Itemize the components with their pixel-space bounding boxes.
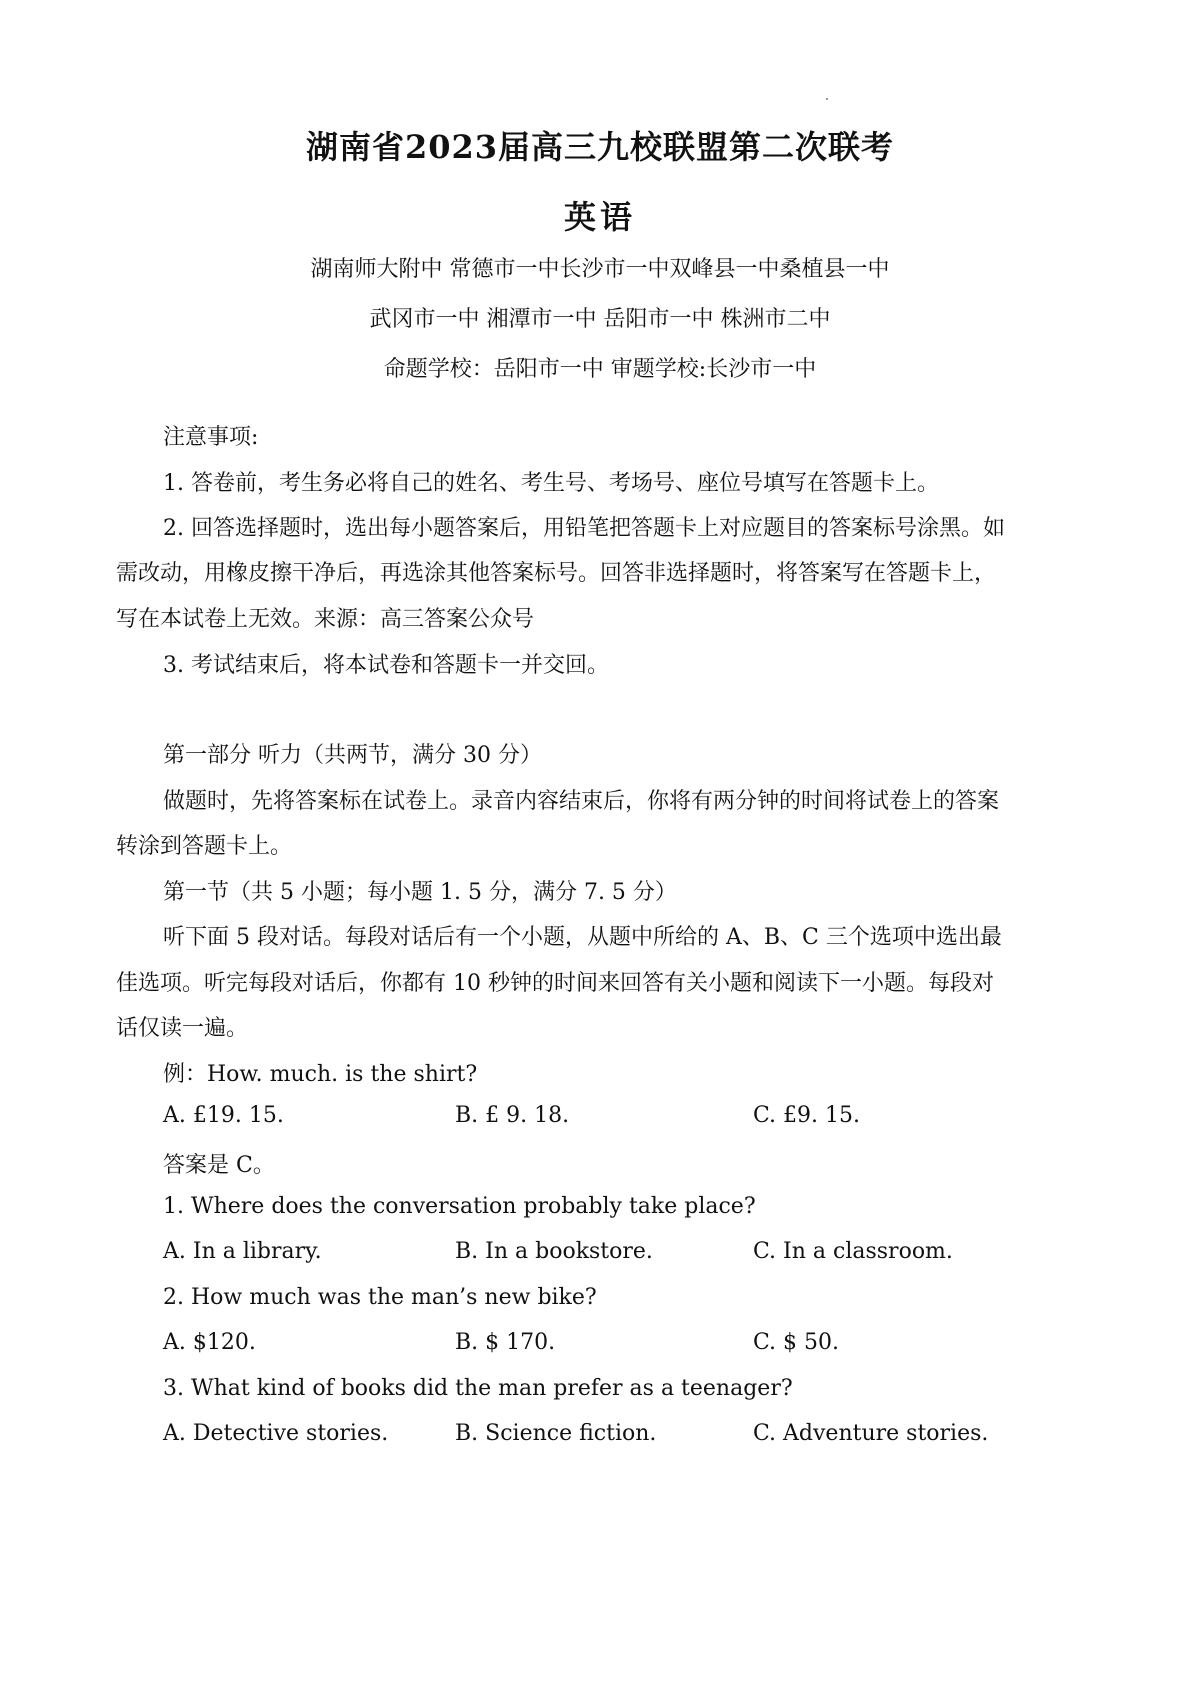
question-1-option-a: A. In a library. — [163, 1239, 322, 1264]
notes-heading: 注意事项: — [163, 425, 259, 450]
question-1-option-c: C. In a classroom. — [753, 1239, 953, 1264]
section1-line-1: 听下面 5 段对话。每段对话后有一个小题，从题中所给的 A、B、C 三个选项中选出最 — [163, 925, 1002, 950]
exam-title: 湖南省2023届高三九校联盟第二次联考 — [305, 128, 895, 166]
question-2-options — [163, 1330, 1093, 1360]
schools-line-2: 武冈市一中 湘潭市一中 岳阳市一中 株洲市二中 — [369, 307, 831, 332]
example-question: 例：How. much. is the shirt? — [163, 1062, 478, 1087]
part1-intro-line-1: 做题时，先将答案标在试卷上。录音内容结束后，你将有两分钟的时间将试卷上的答案 — [163, 789, 1000, 814]
schools-line-3: 命题学校：岳阳市一中 审题学校:长沙市一中 — [383, 357, 817, 382]
subject-title: 英语 — [563, 198, 636, 236]
question-2-option-b: B. $ 170. — [455, 1330, 556, 1355]
notes-item-2-line-1: 2. 回答选择题时，选出每小题答案后，用铅笔把答题卡上对应题目的答案标号涂黑。如 — [163, 516, 1005, 541]
scan-speck — [826, 98, 828, 100]
question-2-option-c: C. $ 50. — [753, 1330, 840, 1355]
question-3-option-c: C. Adventure stories. — [753, 1421, 989, 1446]
notes-item-2-line-3: 写在本试卷上无效。来源：高三答案公众号 — [116, 607, 535, 632]
part1-intro-line-2: 转涂到答题卡上。 — [116, 834, 293, 859]
example-option-a: A. £19. 15. — [163, 1103, 284, 1128]
section1-line-2: 佳选项。听完每段对话后，你都有 10 秒钟的时间来回答有关小题和阅读下一小题。每段对 — [116, 971, 994, 996]
question-2-option-a: A. $120. — [163, 1330, 256, 1355]
schools-line-1: 湖南师大附中 常德市一中长沙市一中双峰县一中桑植县一中 — [310, 257, 890, 282]
question-2: 2. How much was the man’s new bike? — [163, 1285, 597, 1310]
section1-line-3: 话仅读一遍。 — [116, 1016, 249, 1041]
question-1-option-b: B. In a bookstore. — [455, 1239, 653, 1264]
example-option-b: B. £ 9. 18. — [455, 1103, 570, 1128]
section1-heading: 第一节（共 5 小题；每小题 1. 5 分，满分 7. 5 分） — [163, 880, 677, 905]
notes-item-3: 3. 考试结束后，将本试卷和答题卡一并交回。 — [163, 653, 609, 678]
question-1: 1. Where does the conversation probably take place? — [163, 1194, 756, 1219]
part1-heading: 第一部分 听力（共两节，满分 30 分） — [163, 743, 542, 768]
example-option-c: C. £9. 15. — [753, 1103, 861, 1128]
question-1-options — [163, 1239, 1093, 1269]
notes-item-2-line-2: 需改动，用橡皮擦干净后，再选涂其他答案标号。回答非选择题时，将答案写在答题卡上， — [116, 561, 997, 586]
notes-item-1: 1. 答卷前，考生务必将自己的姓名、考生号、考场号、座位号填写在答题卡上。 — [163, 471, 939, 496]
example-options — [163, 1103, 1093, 1133]
question-3: 3. What kind of books did the man prefer as a teenager? — [163, 1376, 793, 1401]
example-answer: 答案是 C。 — [163, 1153, 275, 1178]
question-3-options — [163, 1421, 1093, 1451]
question-3-option-b: B. Science fiction. — [455, 1421, 657, 1446]
question-3-option-a: A. Detective stories. — [163, 1421, 389, 1446]
